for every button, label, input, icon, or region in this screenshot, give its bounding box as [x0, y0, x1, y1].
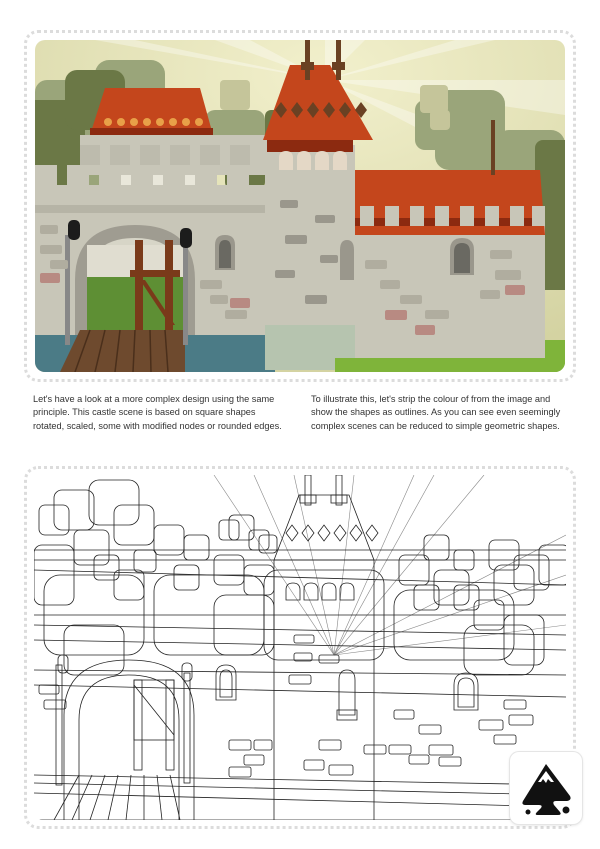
inkscape-logo-icon — [510, 752, 582, 824]
intro-paragraph: Let's have a look at a more complex design using the same principle. This castle scene is based on square shapes rotated, scaled, some with modified nodes or rounded edges. — [33, 394, 282, 431]
outline-paragraph: To illustrate this, let's strip the colour of from the image and show the shapes as outlines. As you can see even seemingly complex scenes can be reduced to simple geometric shapes. — [311, 394, 561, 431]
castle-outline-illustration — [34, 475, 566, 820]
castle-color-illustration — [35, 40, 565, 372]
